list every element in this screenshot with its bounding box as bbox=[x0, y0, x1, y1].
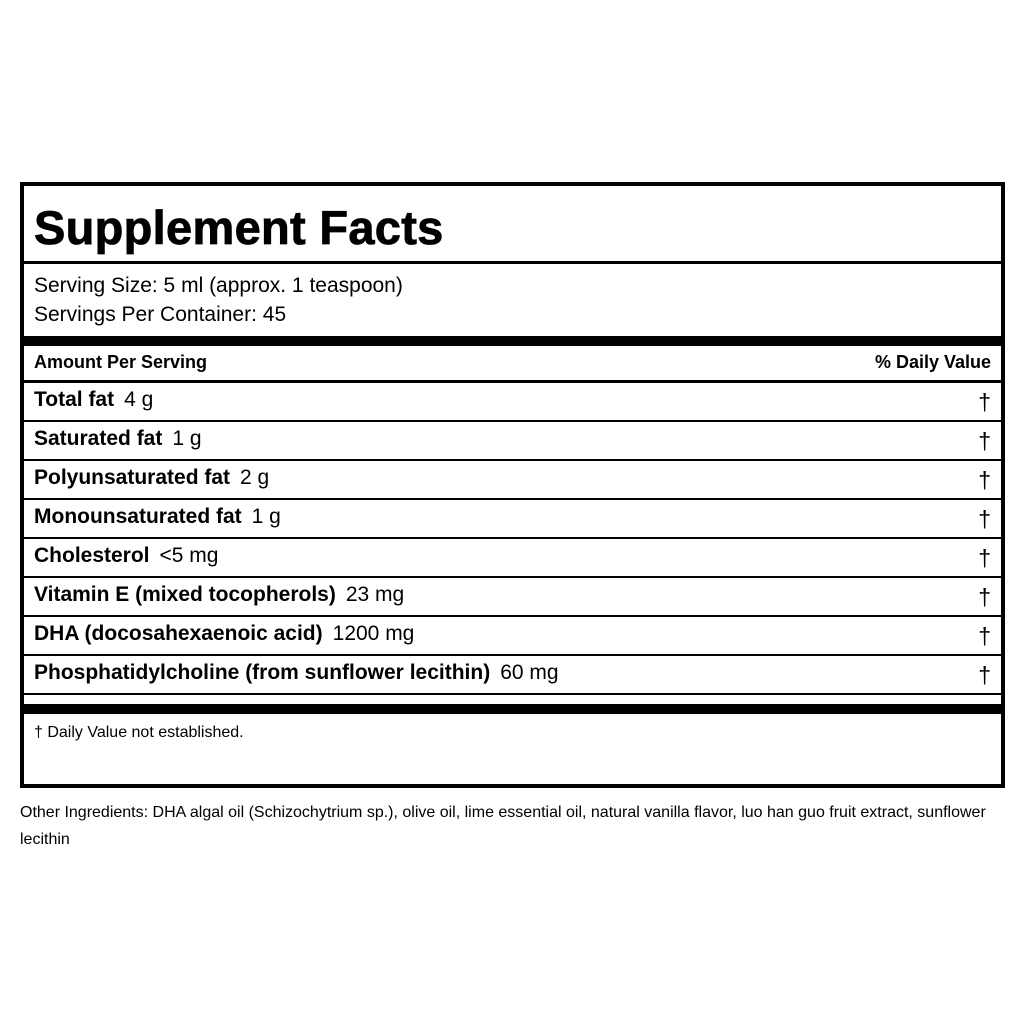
daily-value-dagger: † bbox=[978, 428, 991, 454]
row-divider bbox=[24, 693, 1001, 695]
nutrient-name: Vitamin E (mixed tocopherols) bbox=[34, 583, 336, 606]
nutrient-row bbox=[34, 502, 991, 541]
row-divider bbox=[24, 576, 1001, 578]
nutrient-name: Saturated fat bbox=[34, 427, 163, 450]
row-divider bbox=[24, 498, 1001, 500]
nutrient-row bbox=[34, 424, 991, 463]
daily-value-dagger: † bbox=[978, 623, 991, 649]
nutrient-amount: 1 g bbox=[251, 505, 281, 528]
row-divider bbox=[24, 537, 1001, 539]
row-divider bbox=[24, 420, 1001, 422]
nutrient-amount: 4 g bbox=[124, 388, 154, 411]
header-divider bbox=[24, 380, 1001, 383]
row-divider bbox=[24, 615, 1001, 617]
amount-per-serving-label: Amount Per Serving bbox=[34, 352, 208, 372]
nutrient-row bbox=[34, 580, 991, 619]
nutrient-name: Monounsaturated fat bbox=[34, 505, 242, 528]
footnote: † Daily Value not established. bbox=[34, 724, 244, 741]
nutrient-amount: <5 mg bbox=[159, 544, 219, 567]
nutrient-name: Cholesterol bbox=[34, 544, 150, 567]
daily-value-header: % Daily Value bbox=[874, 352, 991, 372]
other-ingredients: Other Ingredients: DHA algal oil (Schizochytrium sp.), olive oil, lime essential oil, natural vanilla flavor, luo han guo fruit extract, sunflower lecithin bbox=[20, 804, 986, 848]
servings-per-container: Servings Per Container: 45 bbox=[34, 303, 287, 326]
row-divider bbox=[24, 459, 1001, 461]
nutrient-name: Phosphatidylcholine (from sunflower lecithin) bbox=[34, 661, 491, 684]
nutrient-amount: 60 mg bbox=[500, 661, 559, 684]
label-title: Supplement Facts bbox=[34, 201, 444, 254]
nutrient-amount: 1 g bbox=[172, 427, 202, 450]
daily-value-dagger: † bbox=[978, 584, 991, 610]
row-divider bbox=[24, 654, 1001, 656]
nutrient-name: Total fat bbox=[34, 388, 115, 411]
nutrient-amount: 1200 mg bbox=[332, 622, 415, 645]
nutrient-row bbox=[34, 541, 991, 580]
thick-divider-bottom bbox=[24, 704, 1001, 714]
serving-size: Serving Size: 5 ml (approx. 1 teaspoon) bbox=[34, 274, 403, 297]
daily-value-dagger: † bbox=[978, 545, 991, 571]
column-header bbox=[34, 350, 991, 374]
nutrient-name: Polyunsaturated fat bbox=[34, 466, 231, 489]
nutrient-name: DHA (docosahexaenoic acid) bbox=[34, 622, 323, 645]
daily-value-dagger: † bbox=[978, 506, 991, 532]
nutrient-row bbox=[34, 385, 991, 424]
thick-divider-top bbox=[24, 336, 1001, 346]
daily-value-dagger: † bbox=[978, 467, 991, 493]
nutrient-row bbox=[34, 619, 991, 658]
daily-value-dagger: † bbox=[978, 389, 991, 415]
supplement-facts-panel bbox=[20, 182, 1005, 788]
nutrient-row bbox=[34, 463, 991, 502]
nutrient-row bbox=[34, 658, 991, 697]
title-divider bbox=[24, 261, 1001, 264]
nutrient-amount: 23 mg bbox=[345, 583, 405, 606]
nutrient-amount: 2 g bbox=[240, 466, 270, 489]
daily-value-dagger: † bbox=[978, 662, 991, 688]
